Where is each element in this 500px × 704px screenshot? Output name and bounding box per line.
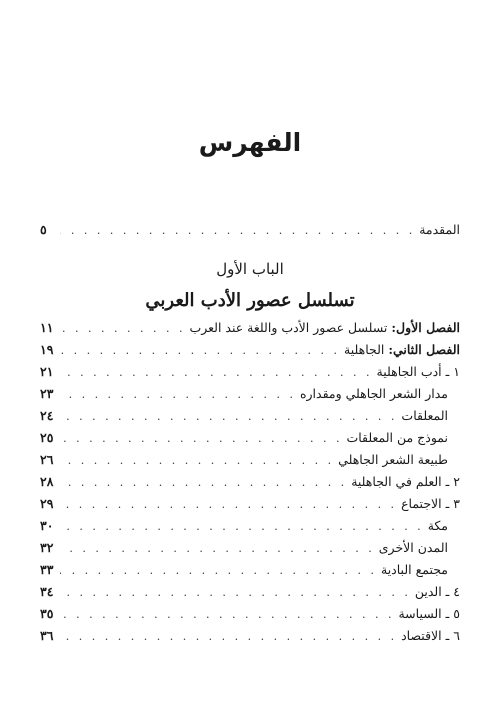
part-label: الباب الأول bbox=[216, 260, 284, 278]
toc-label: نموذج من المعلقات bbox=[346, 430, 448, 445]
dot-leader bbox=[60, 564, 377, 577]
dot-leader bbox=[60, 520, 424, 533]
dot-leader bbox=[60, 608, 394, 621]
toc-page-number: ٣٥ bbox=[40, 606, 54, 621]
dot-leader bbox=[60, 322, 185, 335]
toc-title: تسلسل عصور الأدب واللغة عند العرب bbox=[189, 320, 392, 335]
toc-label: ١ ـ أدب الجاهلية bbox=[376, 364, 460, 379]
toc-page-number: ٥ bbox=[40, 222, 47, 237]
toc-page-number: ١٩ bbox=[40, 342, 54, 357]
toc-label: مكة bbox=[427, 518, 448, 533]
chapter-prefix: الفصل الثاني: bbox=[388, 342, 460, 357]
toc-label: مجتمع البادية bbox=[381, 562, 448, 577]
toc-label: ٣ ـ الاجتماع bbox=[401, 496, 460, 511]
toc-entry[interactable] bbox=[40, 408, 460, 426]
dot-leader bbox=[60, 344, 340, 357]
toc-entry[interactable] bbox=[40, 386, 460, 404]
toc-title: الجاهلية bbox=[344, 342, 389, 357]
toc-page-number: ٣٤ bbox=[40, 584, 54, 599]
toc-page-number: ٣٠ bbox=[40, 518, 54, 533]
toc-page-number: ٢١ bbox=[40, 364, 54, 379]
toc-page-number: ٢٦ bbox=[40, 452, 54, 467]
dot-leader bbox=[60, 366, 373, 379]
dot-leader bbox=[60, 630, 397, 643]
dot-leader bbox=[60, 432, 342, 445]
toc-label: ٤ ـ الدين bbox=[414, 584, 460, 599]
toc-page-number: ٢٨ bbox=[40, 474, 54, 489]
dot-leader bbox=[60, 454, 334, 467]
page-title: الفهرس bbox=[198, 128, 302, 157]
toc-page-number: ٣٦ bbox=[40, 628, 54, 643]
toc-entry[interactable] bbox=[40, 584, 460, 602]
toc-intro[interactable] bbox=[40, 222, 460, 240]
dot-leader bbox=[60, 542, 375, 555]
toc-entry[interactable] bbox=[40, 606, 460, 624]
toc-entry[interactable] bbox=[40, 496, 460, 514]
toc-label: المدن الأخرى bbox=[378, 540, 448, 555]
dot-leader bbox=[60, 388, 296, 401]
toc-page-number: ٣٢ bbox=[40, 540, 54, 555]
chapter-prefix: الفصل الأول: bbox=[391, 320, 460, 335]
dot-leader bbox=[60, 476, 347, 489]
toc-label: المعلقات bbox=[401, 408, 448, 423]
toc-page-number: ٢٥ bbox=[40, 430, 54, 445]
toc-label: المقدمة bbox=[419, 222, 460, 237]
toc-entry[interactable] bbox=[40, 562, 460, 580]
toc-entry[interactable] bbox=[40, 518, 460, 536]
part-heading: تسلسل عصور الأدب العربي bbox=[145, 290, 355, 311]
dot-leader bbox=[60, 498, 397, 511]
toc-page-number: ٢٣ bbox=[40, 386, 54, 401]
dot-leader bbox=[60, 410, 397, 423]
toc-entry[interactable] bbox=[40, 540, 460, 558]
dot-leader bbox=[60, 586, 411, 599]
toc-page-number: ١١ bbox=[40, 320, 54, 335]
toc-entry[interactable] bbox=[40, 342, 460, 360]
toc-label: ٦ ـ الاقتصاد bbox=[401, 628, 460, 643]
toc-page-number: ٢٤ bbox=[40, 408, 54, 423]
toc-page-number: ٢٩ bbox=[40, 496, 54, 511]
toc-entry[interactable] bbox=[40, 628, 460, 646]
toc-label: مدار الشعر الجاهلي ومقداره bbox=[299, 386, 448, 401]
toc-label: ٢ ـ العلم في الجاهلية bbox=[351, 474, 460, 489]
toc-entry[interactable] bbox=[40, 430, 460, 448]
toc-label bbox=[344, 342, 460, 357]
toc-label bbox=[189, 320, 460, 335]
toc-page-number: ٣٣ bbox=[40, 562, 54, 577]
toc-entry[interactable] bbox=[40, 452, 460, 470]
toc-label: ٥ ـ السياسة bbox=[398, 606, 460, 621]
toc-entry[interactable] bbox=[40, 320, 460, 338]
toc-label: طبيعة الشعر الجاهلي bbox=[338, 452, 448, 467]
toc-entry[interactable] bbox=[40, 474, 460, 492]
toc-entry[interactable] bbox=[40, 364, 460, 382]
dot-leader bbox=[60, 224, 415, 237]
